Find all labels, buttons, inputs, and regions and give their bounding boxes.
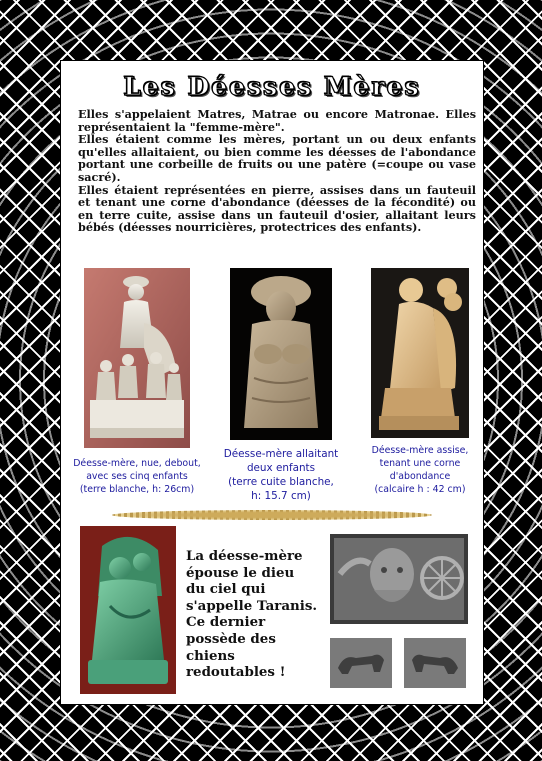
taranis-line: s'appelle Taranis. — [186, 597, 318, 614]
caption-line: Déesse-mère assise, — [371, 445, 469, 456]
photo-mother-goddess-nursing — [230, 268, 332, 440]
caption-photo-2 — [216, 447, 346, 503]
caption-line: tenant une corne — [379, 458, 461, 469]
taranis-line: du ciel qui — [186, 581, 266, 598]
photo-dog-relief-1 — [330, 638, 392, 688]
caption-line: Déesse-mère allaitant — [223, 448, 339, 460]
taranis-line: épouse le dieu — [186, 564, 295, 581]
caption-line: deux enfants — [246, 462, 316, 474]
photo-taranis-relief — [330, 534, 468, 624]
taranis-line: redoutables ! — [186, 664, 286, 681]
intro-paragraph-2: Elles étaient comme les mères, portant un ou deux enfants qu'elles allaitaient, ou bien comme les déesses de l'abondance portant une corbeille de fruits ou une patère (=coupe ou vase sacré). — [78, 132, 476, 184]
caption-photo-3 — [360, 444, 480, 496]
photo-dog-relief-2 — [404, 638, 466, 688]
caption-photo-1 — [72, 457, 202, 496]
intro-paragraph-1: Elles s'appelaient Matres, Matrae ou encore Matronae. Elles représentaient la "femme-mère". — [78, 107, 476, 134]
taranis-line: La déesse-mère — [186, 548, 303, 564]
taranis-line: possède des — [186, 630, 276, 647]
caption-line: (terre cuite blanche, — [228, 476, 334, 488]
intro-paragraph-3: Elles étaient représentées en pierre, assises dans un fauteuil et tenant une corne d'abondance (déesses de la fécondité) ou en terre cuite, assise dans un fauteuil d'osier, allaitant leurs bébés (déesses nourricières, protectrices des enfants). — [78, 182, 476, 235]
caption-line: (calcaire h : 42 cm) — [374, 484, 466, 495]
caption-line: h: 15.7 cm) — [251, 490, 311, 502]
photo-green-figurine — [80, 526, 176, 694]
taranis-line: chiens — [186, 647, 235, 664]
decorative-divider — [112, 510, 432, 520]
caption-line: Déesse-mère, nue, debout, — [73, 458, 201, 469]
caption-line: avec ses cinq enfants — [86, 471, 188, 482]
taranis-line: Ce dernier — [186, 614, 266, 631]
intro-text — [78, 108, 476, 234]
taranis-text — [186, 548, 328, 681]
page-title: Les Déesses Mères — [123, 72, 421, 101]
caption-line: (terre blanche, h: 26cm) — [79, 484, 195, 495]
photo-mother-goddess-five-children — [84, 268, 190, 448]
photo-mother-goddess-seated-cornucopia — [371, 268, 469, 438]
caption-line: d'abondance — [389, 471, 451, 482]
